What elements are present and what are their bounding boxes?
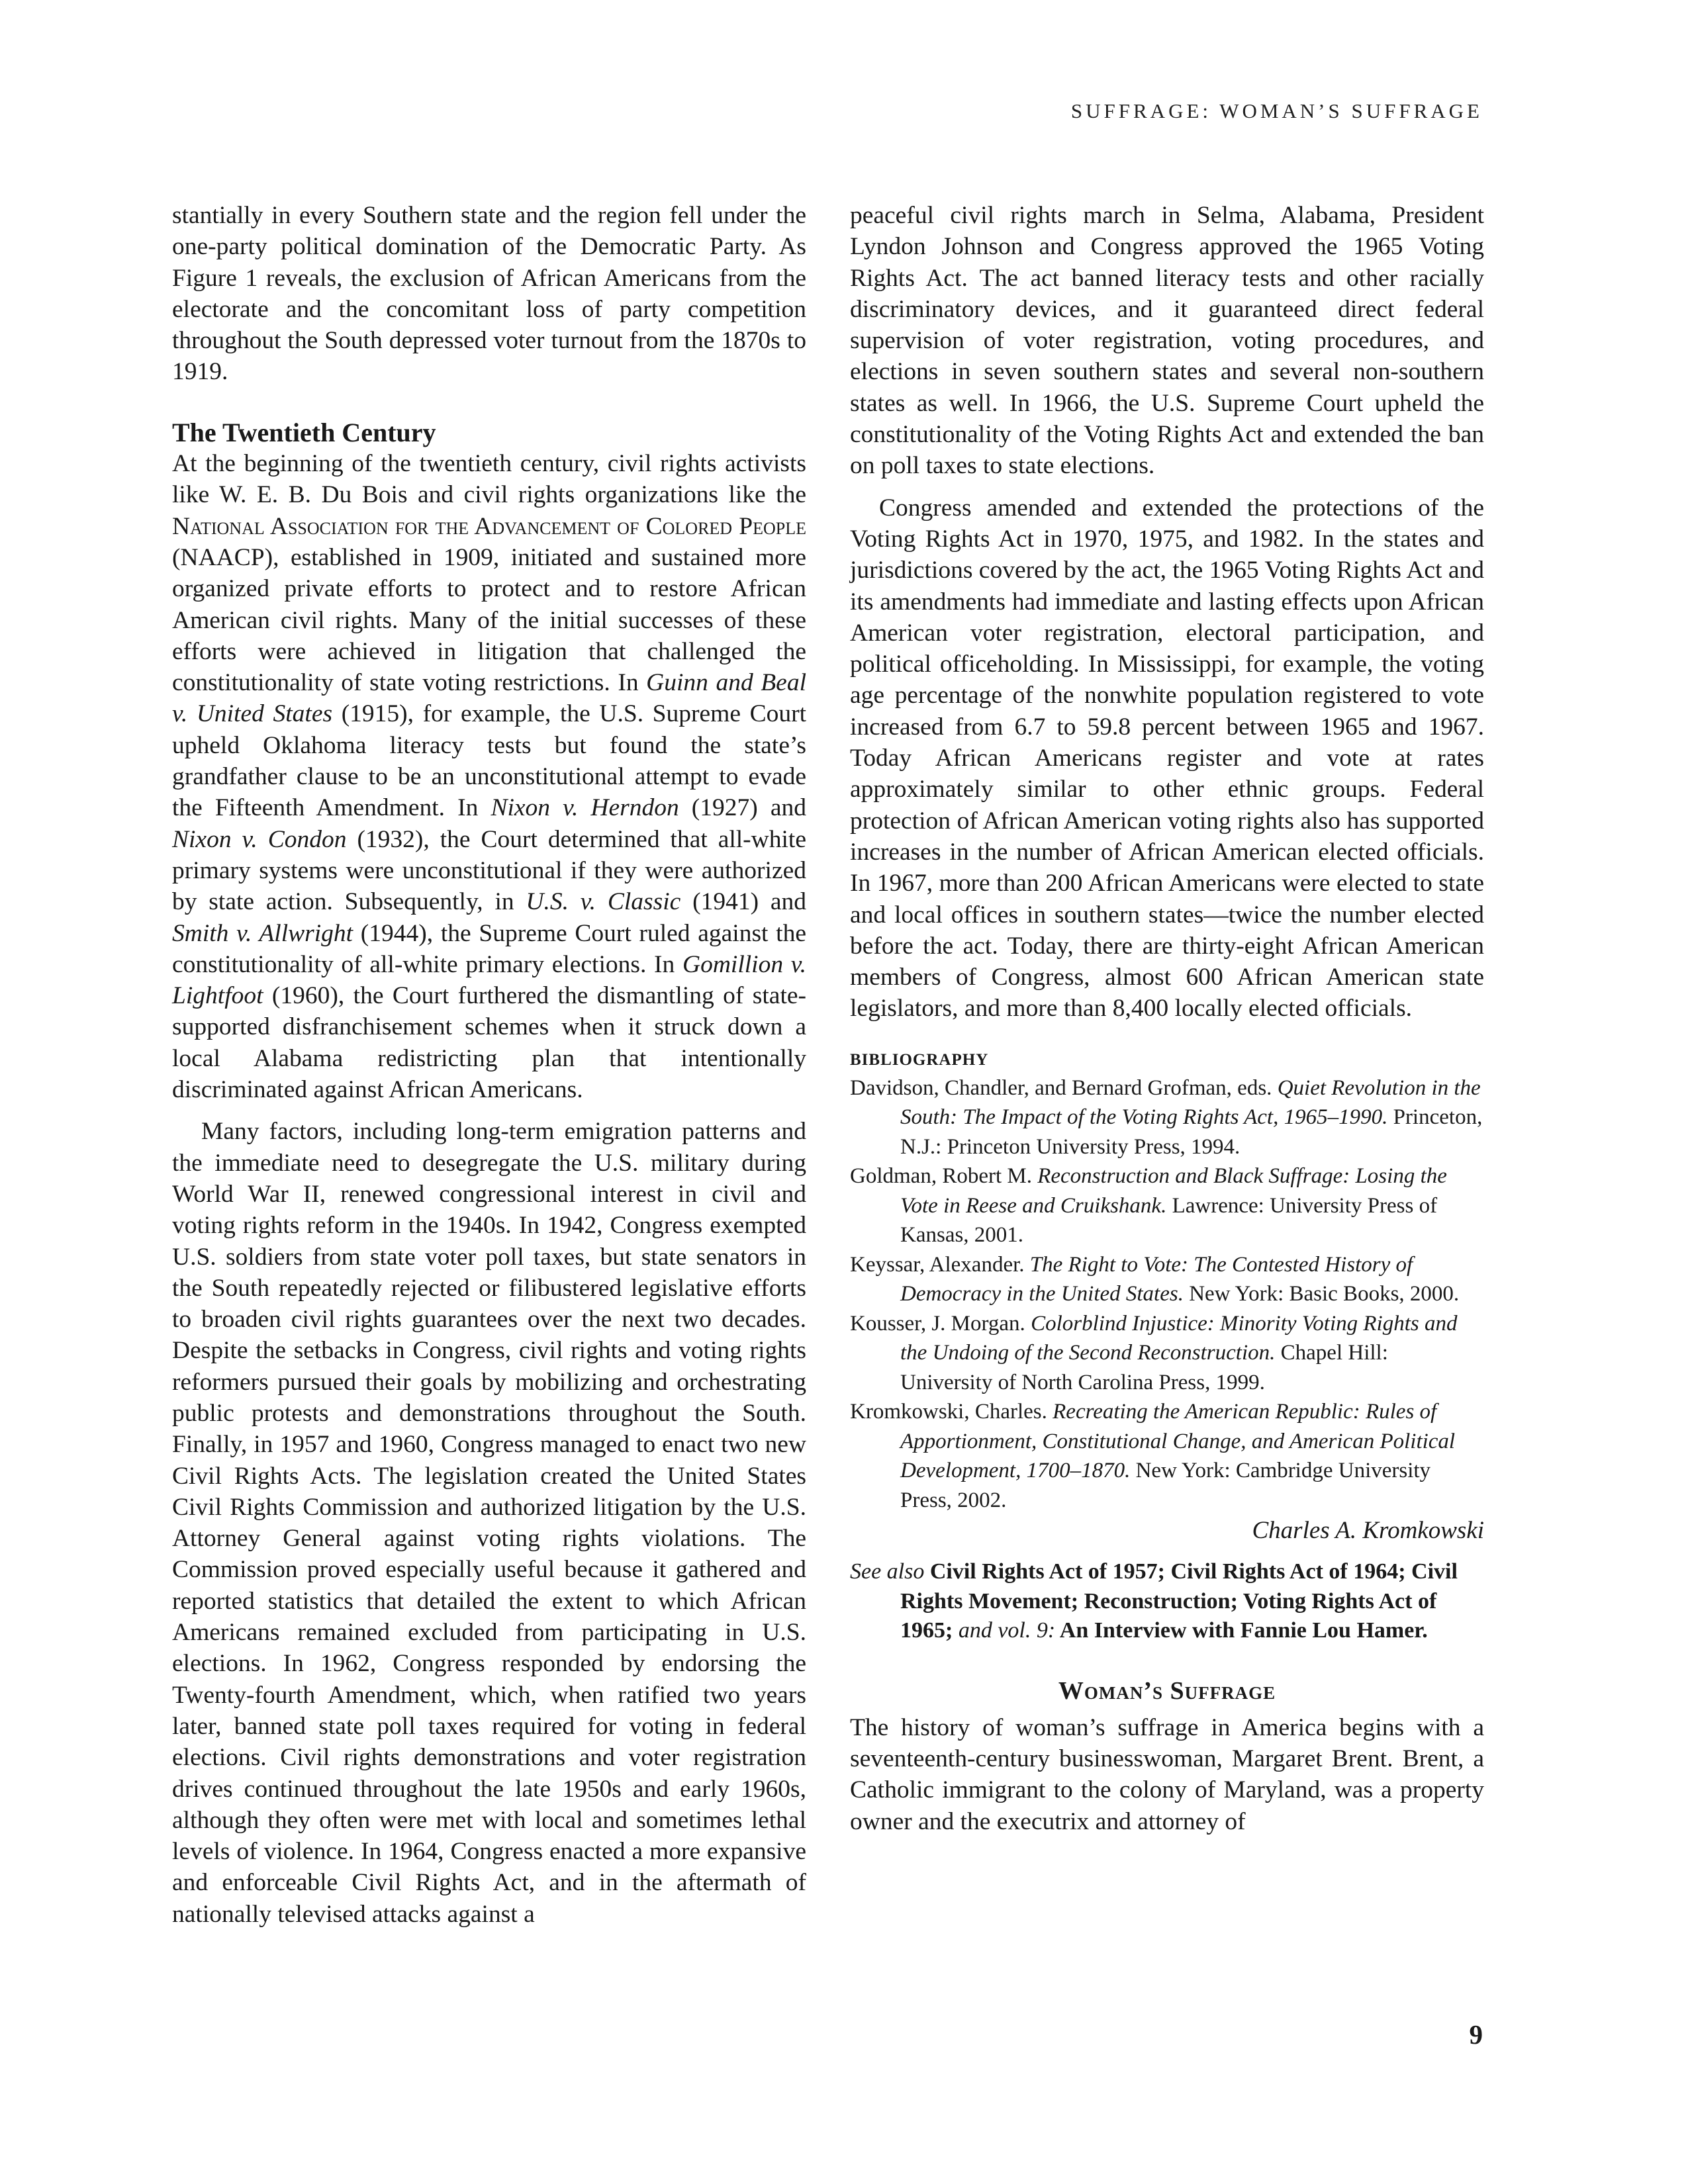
paragraph: Many factors, including long-term emigration patterns and the immediate need to desegregate the U.S. military during World War II, renewed congressional interest in civil and voting rights reform in the 1940s. In 1942, Congress exempted U.S. soldiers from state voter poll taxes, but state senators in the South repeatedly rejected or filibustered legislative efforts to broaden civil rights guarantees over the next two decades. Despite the setbacks in Congress, civil rights and voting rights reformers pursued their goals by mobilizing and orchestrating public protests and demonstrations throughout the South. Finally, in 1957 and 1960, Congress managed to enact two new Civil Rights Acts. The legislation created the United States Civil Rights Commission and authorized litigation by the U.S. Attorney General against voting rights violations. The Commission proved especially useful because it gathered and reported statistics that detailed the extent to which African Americans remained excluded from participating in U.S. elections. In 1962, Congress responded by endorsing the Twenty-fourth Amendment, which, when ratified two years later, banned state poll taxes required for voting in federal elections. Civil rights demonstrations and voter registration drives continued throughout the late 1950s and early 1960s, although they often were met with local and sometimes lethal levels of violence. In 1964, Congress enacted a more expansive and enforceable Civil Rights Act, and in the aftermath of nationally televised attacks against a xyxy=(172,1118,806,1928)
running-head: SUFFRAGE: WOMAN’S SUFFRAGE xyxy=(1070,99,1483,122)
case-name: Smith v. Allwright xyxy=(172,919,353,947)
section-heading-twentieth-century: The Twentieth Century xyxy=(172,417,436,447)
left-column xyxy=(172,200,806,1930)
bibliography-entry: Keyssar, Alexander. The Right to Vote: The Contested History of Democracy in the United States. New York: Basic Books, 2000. xyxy=(850,1252,1460,1306)
case-name: Guinn and Beal v. United States xyxy=(172,669,806,728)
bibliography-entry: Kromkowski, Charles. Recreating the American Republic: Rules of Apportionment, Constitutional Change, and American Political Development, 1700–1870. New York: Cambridge University Press, 2002. xyxy=(850,1400,1456,1512)
bibliography-heading: BIBLIOGRAPHY xyxy=(850,1050,989,1069)
section-heading-womans-suffrage: Woman’s Suffrage xyxy=(1058,1676,1276,1705)
case-name: Gomillion v. Lightfoot xyxy=(172,950,806,1010)
bibliography-entry: Goldman, Robert M. Reconstruction and Black Suffrage: Losing the Vote in Reese and Cruikshank. Lawrence: University Press of Kansas, 2001. xyxy=(850,1164,1447,1248)
paragraph: At the beginning of the twentieth century, civil rights activists like W. E. B. Du Bois and civil rights organizations like the National Association for the Advancement of Colored People (NAACP), established in 1909, initiated and sustained more organized private efforts to protect and to restore African American civil rights. Many of the initial successes of these efforts were achieved in litigation that challenged the constitutionality of state voting restrictions. In Guinn and Beal v. United States (1915), for example, the U.S. Supreme Court upheld Oklahoma literacy tests but found the state’s grandfather clause to be an unconstitutional attempt to evade the Fifteenth Amendment. In Nixon v. Herndon (1927) and Nixon v. Condon (1932), the Court determined that all-white primary systems were unconstitutional if they were authorized by state action. Subsequently, in U.S. v. Classic (1941) and Smith v. Allwright (1944), the Supreme Court ruled against the constitutionality of all-white primary elections. In Gomillion v. Lightfoot (1960), the Court furthered the dismantling of state-supported disfranchisement schemes when it struck down a local Alabama redistricting plan that intentionally discriminated against African Americans. xyxy=(172,450,807,1104)
naacp-name: National Association for the Advancement of Colored People xyxy=(172,512,807,540)
case-name: U.S. v. Classic xyxy=(526,888,681,916)
page-number: 9 xyxy=(1469,2019,1483,2050)
bibliography-entry: Kousser, J. Morgan. Colorblind Injustice: Minority Voting Rights and the Undoing of the Second Reconstruction. Chapel Hill: University of North Carolina Press, 1999. xyxy=(850,1311,1458,1394)
right-column xyxy=(850,200,1484,1837)
bibliography-list xyxy=(850,1073,1484,1516)
bibliography-entry: Davidson, Chandler, and Bernard Grofman, eds. Quiet Revolution in the South: The Impact of the Voting Rights Act, 1965–1990. Princeton, N.J.: Princeton University Press, 1994. xyxy=(850,1075,1483,1159)
author-byline: Charles A. Kromkowski xyxy=(1252,1517,1484,1545)
paragraph: Congress amended and extended the protections of the Voting Rights Act in 1970, 1975, and 1982. In the states and jurisdictions covered by the act, the 1965 Voting Rights Act and its amendments had immediate and lasting effects upon African American voter registration, electoral participation, and political officeholding. In Mississippi, for example, the voting age percentage of the nonwhite population registered to vote increased from 6.7 to 59.8 percent between 1965 and 1967. Today African Americans register and vote at rates approximately similar to other ethnic groups. Federal protection of African American voting rights also has supported increases in the number of African American elected officials. In 1967, more than 200 African Americans were elected to state and local offices in southern states—twice the number elected before the act. Today, there are thirty-eight African American members of Congress, almost 600 African American state legislators, and more than 8,400 locally elected officials. xyxy=(850,494,1484,1023)
paragraph: The history of woman’s suffrage in America begins with a seventeenth-century businesswoman, Margaret Brent. Brent, a Catholic immigrant to the colony of Maryland, was a property owner and the executrix and attorney of xyxy=(850,1713,1484,1835)
case-name: Nixon v. Condon xyxy=(172,825,347,853)
case-name: Nixon v. Herndon xyxy=(491,794,679,822)
see-also: See also Civil Rights Act of 1957; Civil Rights Act of 1964; Civil Rights Movement; Reconstruction; Voting Rights Act of 1965; and vol. 9: An Interview with Fannie Lou Hamer. xyxy=(850,1559,1458,1643)
paragraph: peaceful civil rights march in Selma, Alabama, President Lyndon Johnson and Congress approved the 1965 Voting Rights Act. The act banned literacy tests and other racially discriminatory devices, and it guaranteed direct federal supervision of voter registration, voting procedures, and elections in seven southern states and several non-southern states as well. In 1966, the U.S. Supreme Court upheld the constitutionality of the Voting Rights Act and extended the ban on poll taxes to state elections. xyxy=(850,202,1484,480)
paragraph: stantially in every Southern state and the region fell under the one-party political domination of the Democratic Party. As Figure 1 reveals, the exclusion of African Americans from the electorate and the concomitant loss of party competition throughout the South depressed voter turnout from the 1870s to 1919. xyxy=(172,202,806,386)
